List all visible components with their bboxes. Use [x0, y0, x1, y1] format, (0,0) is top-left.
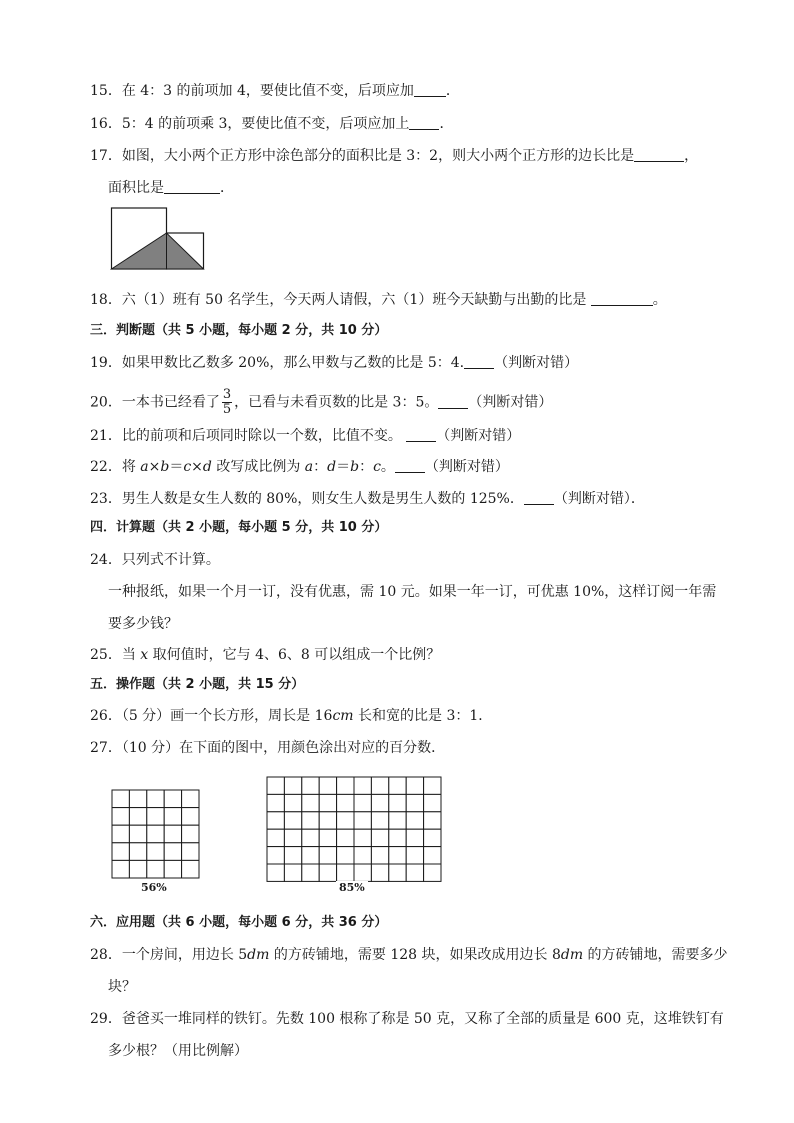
grid-cell[interactable] [424, 864, 441, 881]
grid-label-56: 56% [138, 881, 170, 894]
question-20-text: 20．一本书已经看了 [90, 394, 220, 411]
grid-cell[interactable] [406, 777, 423, 794]
grid-cell[interactable] [337, 829, 354, 846]
two-squares-figure [110, 206, 208, 272]
grid-cell[interactable] [424, 812, 441, 829]
grid-5x5[interactable] [110, 788, 206, 880]
grid-cell[interactable] [319, 777, 336, 794]
question-24: 24．只列式不计算。 [90, 552, 220, 568]
grid-label-85: 85% [336, 881, 368, 894]
grid-cell[interactable] [112, 825, 129, 843]
grid-cell[interactable] [129, 825, 146, 843]
question-21-text: 21．比的前项和后项同时除以一个数，比值不变。 [90, 428, 407, 444]
question-18-text: 18．六（1）班有 50 名学生，今天两人请假，六（1）班今天缺勤与出勤的比是 [90, 292, 591, 308]
question-24-body: 一种报纸，如果一个月一订，没有优惠，需 10 元。如果一年一订，可优惠 10%，这样订阅一年需 [108, 584, 717, 600]
grid-cell[interactable] [129, 808, 146, 826]
question-24-body-end: 要多少钱？ [108, 616, 178, 632]
grid-cell[interactable] [389, 777, 406, 794]
grid-cell[interactable] [129, 860, 146, 878]
question-17: 17．如图，大小两个正方形中涂色部分的面积比是 3：2，则大小两个正方形的边长比是 ， [90, 148, 699, 164]
question-16-text: 16．5：4 的前项乘 3，要使比值不变，后项应加上 [90, 116, 410, 132]
grid-cell[interactable] [406, 812, 423, 829]
grid-cell[interactable] [267, 864, 284, 881]
grid-cell[interactable] [302, 847, 319, 864]
grid-cell[interactable] [129, 790, 146, 808]
grid-cell[interactable] [354, 829, 371, 846]
question-15-text: 15．在 4：3 的前项加 4，要使比值不变，后项应加 [90, 83, 414, 99]
grid-cell[interactable] [337, 794, 354, 811]
grid-cell[interactable] [389, 847, 406, 864]
section-6-heading: 六．应用题（共 6 小题，每小题 6 分，共 36 分） [90, 915, 388, 930]
grid-cell[interactable] [354, 847, 371, 864]
grid-cell[interactable] [424, 847, 441, 864]
grid-cell[interactable] [267, 847, 284, 864]
question-22: 22．将 a×b＝c×d 改写成比例为 a：d＝b：c。 （判断对错） [90, 459, 509, 475]
grid-cell[interactable] [389, 864, 406, 881]
question-17-text: 17．如图，大小两个正方形中涂色部分的面积比是 3：2，则大小两个正方形的边长比是 [90, 148, 635, 164]
grid-cell[interactable] [284, 829, 301, 846]
grid-cell[interactable] [147, 790, 164, 808]
grid-cell[interactable] [424, 794, 441, 811]
grid-cell[interactable] [424, 829, 441, 846]
grid-cell[interactable] [302, 829, 319, 846]
grid-cell[interactable] [371, 829, 388, 846]
answer-blank-side-ratio[interactable] [634, 147, 684, 162]
grid-cell[interactable] [182, 808, 199, 826]
grid-cell[interactable] [164, 790, 181, 808]
grid-cell[interactable] [371, 777, 388, 794]
grid-cell[interactable] [129, 843, 146, 861]
question-26: 26．（5 分）画一个长方形，周长是 16cm 长和宽的比是 3：1． [90, 708, 493, 724]
grid-cell[interactable] [371, 864, 388, 881]
grid-10x6[interactable] [265, 775, 447, 883]
question-25: 25．当 x 取何值时，它与 4、6、8 可以组成一个比例？ [90, 647, 441, 663]
answer-blank[interactable] [406, 427, 436, 442]
answer-blank[interactable] [414, 82, 446, 97]
grid-cell[interactable] [371, 812, 388, 829]
grid-cell[interactable] [182, 790, 199, 808]
grid-cell[interactable] [182, 860, 199, 878]
grid-cell[interactable] [164, 825, 181, 843]
question-23: 23．男生人数是女生人数的 80%，则女生人数是男生人数的 125%． （判断对错）． [90, 491, 645, 507]
answer-blank-area-ratio[interactable] [164, 179, 220, 194]
answer-blank[interactable] [464, 354, 494, 369]
grid-cell[interactable] [302, 777, 319, 794]
grid-cell[interactable] [112, 808, 129, 826]
grid-cell[interactable] [112, 790, 129, 808]
grid-cell[interactable] [182, 825, 199, 843]
grid-cell[interactable] [319, 864, 336, 881]
answer-blank[interactable] [409, 115, 439, 130]
question-23-text: 23．男生人数是女生人数的 80%，则女生人数是男生人数的 125%． [90, 491, 524, 507]
grid-cell[interactable] [267, 812, 284, 829]
section-4-heading: 四．计算题（共 2 小题，每小题 5 分，共 10 分） [90, 520, 388, 535]
grid-cell[interactable] [354, 812, 371, 829]
grid-cell[interactable] [267, 829, 284, 846]
grid-cell[interactable] [389, 829, 406, 846]
grid-cell[interactable] [112, 860, 129, 878]
grid-cell[interactable] [389, 812, 406, 829]
grid-figure-85-percent [265, 775, 447, 887]
answer-blank[interactable] [395, 458, 425, 473]
grid-cell[interactable] [354, 864, 371, 881]
question-17-line2: 面积比是 ． [108, 180, 234, 196]
grid-cell[interactable] [284, 812, 301, 829]
grid-cell[interactable] [319, 847, 336, 864]
question-27: 27．（10 分）在下面的图中，用颜色涂出对应的百分数． [90, 740, 446, 756]
grid-cell[interactable] [337, 864, 354, 881]
question-29-end: 多少根？（用比例解） [108, 1043, 248, 1059]
grid-cell[interactable] [267, 794, 284, 811]
grid-cell[interactable] [284, 777, 301, 794]
question-28: 28．一个房间，用边长 5dm 的方砖铺地，需要 128 块，如果改成用边长 8dm 的方砖铺地，需要多少 [90, 947, 728, 963]
answer-blank[interactable] [524, 490, 554, 505]
grid-cell[interactable] [267, 777, 284, 794]
grid-cell[interactable] [371, 794, 388, 811]
grid-cell[interactable] [112, 843, 129, 861]
question-20: 20．一本书已经看了 $\frac{3}{5}$ ，已看与未看页数的比是 3：5。 （判断对错） [90, 387, 553, 417]
grid-cell[interactable] [371, 847, 388, 864]
grid-cell[interactable] [337, 847, 354, 864]
question-19: 19．如果甲数比乙数多 20%，那么甲数与乙数的比是 5：4. （判断对错） [90, 355, 579, 371]
section-5-heading: 五．操作题（共 2 小题，共 15 分） [90, 677, 305, 692]
grid-cell[interactable] [284, 794, 301, 811]
grid-cell[interactable] [319, 829, 336, 846]
grid-cell[interactable] [337, 812, 354, 829]
grid-cell[interactable] [164, 808, 181, 826]
grid-cell[interactable] [302, 812, 319, 829]
grid-cell[interactable] [389, 794, 406, 811]
answer-blank[interactable] [591, 291, 653, 306]
grid-cell[interactable] [302, 794, 319, 811]
grid-cell[interactable] [406, 794, 423, 811]
grid-cell[interactable] [319, 794, 336, 811]
grid-cell[interactable] [147, 860, 164, 878]
grid-cell[interactable] [284, 847, 301, 864]
question-18: 18．六（1）班有 50 名学生，今天两人请假，六（1）班今天缺勤与出勤的比是 。 [90, 292, 667, 308]
grid-cell[interactable] [337, 777, 354, 794]
grid-cell[interactable] [284, 864, 301, 881]
question-15: 15．在 4：3 的前项加 4，要使比值不变，后项应加 ． [90, 83, 460, 99]
grid-cell[interactable] [147, 843, 164, 861]
grid-cell[interactable] [406, 864, 423, 881]
question-19-text: 19．如果甲数比乙数多 20%，那么甲数与乙数的比是 5：4. [90, 355, 465, 371]
section-3-heading: 三．判断题（共 5 小题，每小题 2 分，共 10 分） [90, 323, 388, 338]
grid-cell[interactable] [319, 812, 336, 829]
grid-cell[interactable] [354, 777, 371, 794]
answer-blank[interactable] [438, 394, 468, 409]
question-28-end: 块？ [108, 979, 136, 995]
grid-cell[interactable] [406, 847, 423, 864]
grid-cell[interactable] [164, 843, 181, 861]
grid-cell[interactable] [182, 843, 199, 861]
question-21: 21．比的前项和后项同时除以一个数，比值不变。 （判断对错） [90, 428, 521, 444]
grid-cell[interactable] [164, 860, 181, 878]
question-29: 29．爸爸买一堆同样的铁钉。先数 100 根称了称是 50 克，又称了全部的质量是 600 克，这堆铁钉有 [90, 1011, 724, 1027]
grid-cell[interactable] [147, 808, 164, 826]
grid-cell[interactable] [406, 829, 423, 846]
grid-figure-56-percent [110, 788, 206, 884]
fraction-three-fifths: $\frac{3}{5}$ [222, 387, 232, 417]
grid-cell[interactable] [424, 777, 441, 794]
question-16: 16．5：4 的前项乘 3，要使比值不变，后项应加上 ． [90, 116, 454, 132]
grid-cell[interactable] [354, 794, 371, 811]
grid-cell[interactable] [147, 825, 164, 843]
grid-cell[interactable] [302, 864, 319, 881]
